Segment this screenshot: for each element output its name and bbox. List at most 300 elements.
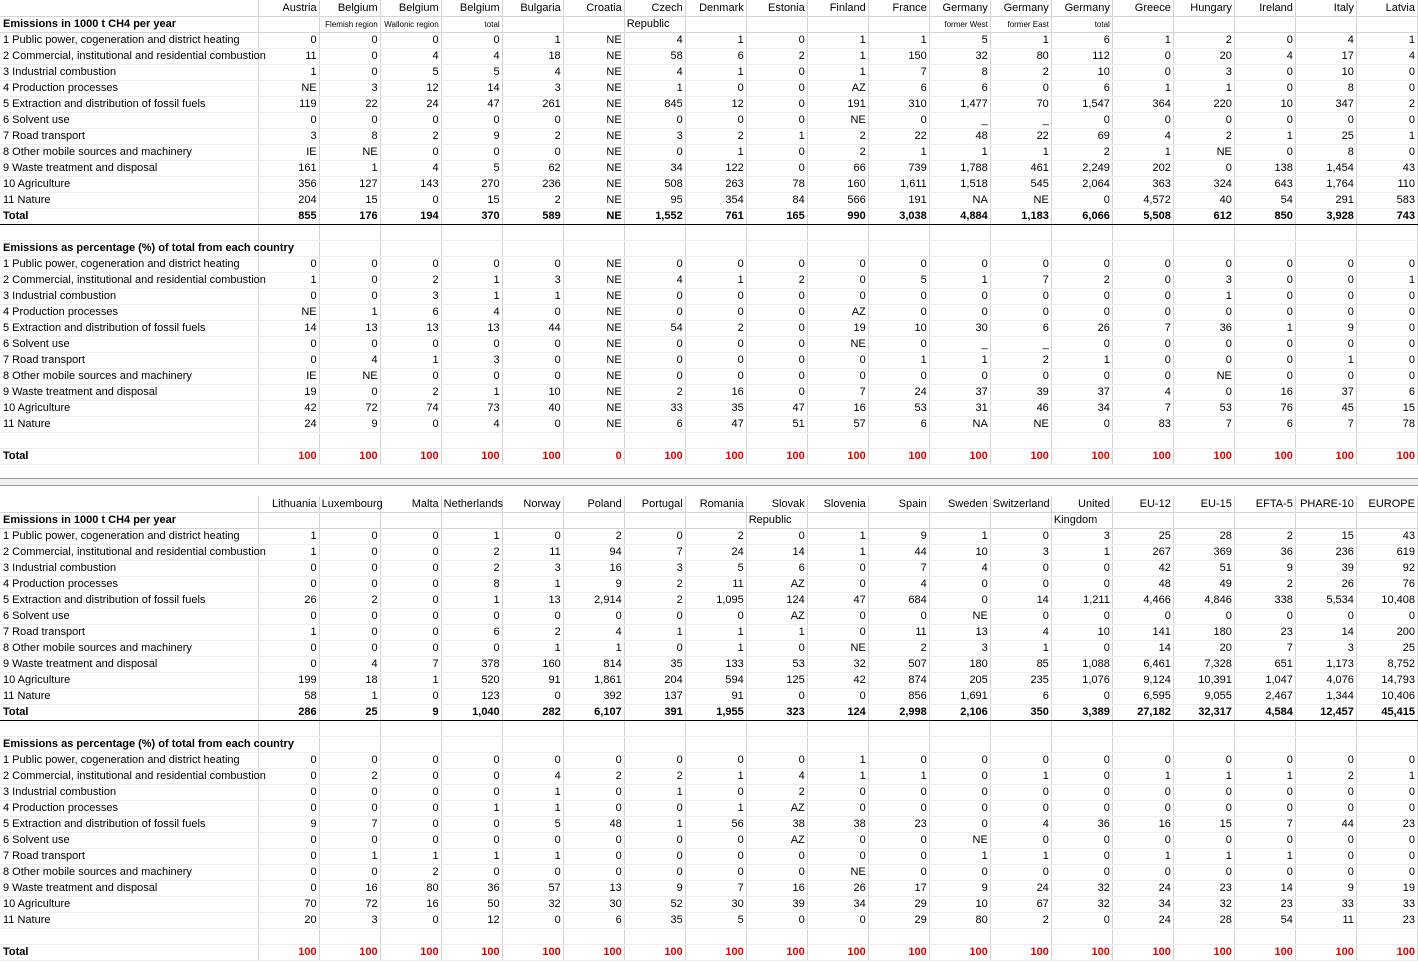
table-row <box>0 592 1418 608</box>
table-cell: NE <box>319 368 380 384</box>
table-cell: 100 <box>380 944 441 960</box>
empty-cell <box>380 240 441 256</box>
table-cell: 2 <box>868 640 929 656</box>
table-cell: 2 <box>380 864 441 880</box>
row-label: 9 Waste treatment and disposal <box>0 160 258 176</box>
table-cell: 743 <box>1356 208 1417 224</box>
table-cell: 7 <box>990 272 1051 288</box>
table-cell: 9 <box>1295 880 1356 896</box>
table-cell: 1 <box>1356 272 1417 288</box>
table-cell: 619 <box>1356 544 1417 560</box>
table-cell: 0 <box>441 32 502 48</box>
percentage-title-row <box>0 736 1418 752</box>
table-cell: NE <box>929 832 990 848</box>
table-cell: 47 <box>807 592 868 608</box>
row-label: 5 Extraction and distribution of fossil fuels <box>0 592 258 608</box>
empty-cell <box>1356 240 1417 256</box>
table-cell: 10,408 <box>1356 592 1417 608</box>
empty-cell <box>441 240 502 256</box>
table-cell: 143 <box>380 176 441 192</box>
table-cell: 7 <box>685 880 746 896</box>
table-cell: 100 <box>319 944 380 960</box>
empty-cell <box>319 432 380 448</box>
table-cell: 0 <box>1051 864 1112 880</box>
table-cell: 0 <box>1173 864 1234 880</box>
table-row <box>0 784 1418 800</box>
table-cell: 16 <box>380 896 441 912</box>
column-header-subregion <box>1295 16 1356 32</box>
table-cell: 57 <box>807 416 868 432</box>
table-cell: 4 <box>441 48 502 64</box>
table-cell: 100 <box>563 944 624 960</box>
table-cell: 874 <box>868 672 929 688</box>
table-cell: 6 <box>1051 80 1112 96</box>
empty-cell <box>441 736 502 752</box>
table-cell: 160 <box>807 176 868 192</box>
empty-cell <box>380 224 441 240</box>
table-cell: 0 <box>868 864 929 880</box>
table-cell: 1 <box>868 352 929 368</box>
table-cell: 6 <box>685 48 746 64</box>
table-cell: 0 <box>502 912 563 928</box>
table-cell: 1 <box>1051 352 1112 368</box>
empty-cell <box>685 240 746 256</box>
column-header-subregion <box>868 16 929 32</box>
table-cell: 180 <box>929 656 990 672</box>
table-cell: 1 <box>1112 32 1173 48</box>
table-cell: 0 <box>319 752 380 768</box>
row-label: Total <box>0 944 258 960</box>
row-label: 9 Waste treatment and disposal <box>0 384 258 400</box>
table-cell: 0 <box>380 752 441 768</box>
table-cell: 36 <box>1234 544 1295 560</box>
table-cell: 350 <box>990 704 1051 720</box>
table-cell: 100 <box>1051 944 1112 960</box>
table-cell: 0 <box>1173 384 1234 400</box>
table-cell: 6 <box>624 416 685 432</box>
table-cell: 0 <box>319 48 380 64</box>
table-cell: 5 <box>929 32 990 48</box>
table-cell: 0 <box>990 528 1051 544</box>
table-cell: 1 <box>990 32 1051 48</box>
table-cell: 4,846 <box>1173 592 1234 608</box>
column-header-country: Netherlands <box>441 496 502 512</box>
table-cell: NE <box>563 304 624 320</box>
table-cell: 0 <box>1112 784 1173 800</box>
table-cell: 7 <box>380 656 441 672</box>
table-cell: 16 <box>1234 384 1295 400</box>
empty-cell <box>624 224 685 240</box>
empty-cell <box>990 928 1051 944</box>
table-cell: 1 <box>502 640 563 656</box>
table-cell: 0 <box>258 608 319 624</box>
percentage-title-row <box>0 240 1418 256</box>
table-cell: 0 <box>868 800 929 816</box>
table-cell: 14 <box>441 80 502 96</box>
table-cell: 0 <box>929 592 990 608</box>
table-cell: NE <box>563 112 624 128</box>
table-cell: 0 <box>624 752 685 768</box>
table-cell: 0 <box>1051 832 1112 848</box>
table-cell: NE <box>563 32 624 48</box>
table-cell: 141 <box>1112 624 1173 640</box>
table-cell: 0 <box>1295 368 1356 384</box>
table-cell: 36 <box>1173 320 1234 336</box>
empty-cell <box>502 720 563 736</box>
table-cell: 52 <box>624 896 685 912</box>
table-cell: 0 <box>868 304 929 320</box>
table-cell: 34 <box>1051 400 1112 416</box>
table-cell: 1 <box>746 128 807 144</box>
table-cell: 1 <box>1234 848 1295 864</box>
column-header-subregion: total <box>1051 16 1112 32</box>
table-cell: 112 <box>1051 48 1112 64</box>
table-cell: 9 <box>319 416 380 432</box>
column-header-country: Sweden <box>929 496 990 512</box>
empty-cell <box>441 224 502 240</box>
table-cell: 0 <box>685 608 746 624</box>
table-row <box>0 64 1418 80</box>
table-cell: 10 <box>929 544 990 560</box>
table-cell: 0 <box>807 832 868 848</box>
table-cell: 235 <box>990 672 1051 688</box>
table-cell: 9 <box>258 816 319 832</box>
table-cell: 0 <box>1356 752 1417 768</box>
table-cell: 0 <box>380 624 441 640</box>
empty-cell <box>1356 736 1417 752</box>
table-cell: 3 <box>624 560 685 576</box>
row-label: 11 Nature <box>0 912 258 928</box>
empty-cell <box>502 240 563 256</box>
table-cell: 44 <box>1295 816 1356 832</box>
table-cell: 161 <box>258 160 319 176</box>
table-cell: 7 <box>868 560 929 576</box>
empty-cell <box>1051 736 1112 752</box>
sheet-divider <box>0 478 1418 486</box>
empty-cell <box>380 928 441 944</box>
table-cell: 1 <box>685 800 746 816</box>
table-cell: 0 <box>1112 272 1173 288</box>
table-cell: 22 <box>868 128 929 144</box>
table-cell: 0 <box>319 800 380 816</box>
table-cell: 122 <box>685 160 746 176</box>
table-cell: 1,552 <box>624 208 685 224</box>
table-cell: 35 <box>685 400 746 416</box>
table-cell: 1,611 <box>868 176 929 192</box>
table-cell: 0 <box>1112 336 1173 352</box>
column-header-country: Estonia <box>746 0 807 16</box>
table-cell: 0 <box>258 352 319 368</box>
table-cell: 4 <box>624 64 685 80</box>
table-cell: 80 <box>929 912 990 928</box>
table-cell: 0 <box>746 304 807 320</box>
empty-cell <box>1295 432 1356 448</box>
table-cell: 40 <box>502 400 563 416</box>
table-cell: 4 <box>441 304 502 320</box>
table-cell: 2 <box>1173 128 1234 144</box>
table-cell: 2 <box>441 560 502 576</box>
header-corner <box>0 496 258 512</box>
table-cell: 1 <box>807 768 868 784</box>
table-cell: 0 <box>319 336 380 352</box>
table-cell: 1,955 <box>685 704 746 720</box>
table-cell: 100 <box>807 448 868 464</box>
column-header-subregion <box>502 16 563 32</box>
column-header-country: Malta <box>380 496 441 512</box>
table-cell: 291 <box>1295 192 1356 208</box>
table-cell: 100 <box>1295 448 1356 464</box>
column-header-subregion <box>807 16 868 32</box>
table-cell: 78 <box>746 176 807 192</box>
table-cell: 4 <box>1295 32 1356 48</box>
table-cell: 0 <box>1051 416 1112 432</box>
table-cell: 267 <box>1112 544 1173 560</box>
table-cell: 0 <box>929 864 990 880</box>
table-cell: 24 <box>990 880 1051 896</box>
table-cell: 0 <box>441 752 502 768</box>
table-cell: 0 <box>868 832 929 848</box>
table-cell: 100 <box>929 448 990 464</box>
table-cell: 0 <box>1051 768 1112 784</box>
spacer-row <box>0 720 1418 736</box>
table-cell: 100 <box>258 944 319 960</box>
row-label: 11 Nature <box>0 192 258 208</box>
table-cell: 236 <box>502 176 563 192</box>
table-row <box>0 96 1418 112</box>
column-header-subregion: former West <box>929 16 990 32</box>
table-cell: NE <box>990 192 1051 208</box>
table-cell: NE <box>563 160 624 176</box>
table-cell: 2 <box>746 48 807 64</box>
table-cell: 2,467 <box>1234 688 1295 704</box>
empty-cell <box>868 224 929 240</box>
table-cell: 48 <box>1112 576 1173 592</box>
table-cell: 3 <box>990 544 1051 560</box>
column-header-subregion <box>563 16 624 32</box>
table-cell: 23 <box>1356 912 1417 928</box>
empty-cell <box>319 720 380 736</box>
column-header-country: EU-12 <box>1112 496 1173 512</box>
table-cell: 12 <box>380 80 441 96</box>
table-cell: 0 <box>929 304 990 320</box>
table-cell: 124 <box>746 592 807 608</box>
table-cell: 100 <box>1295 944 1356 960</box>
table-cell: 1,861 <box>563 672 624 688</box>
table-row <box>0 544 1418 560</box>
table-cell: 23 <box>1234 896 1295 912</box>
table-cell: IE <box>258 144 319 160</box>
table-cell: 2 <box>1051 144 1112 160</box>
table-cell: 0 <box>624 832 685 848</box>
column-header-subregion <box>990 512 1051 528</box>
table-cell: 2 <box>1051 272 1112 288</box>
table-row <box>0 368 1418 384</box>
table-cell: 0 <box>868 752 929 768</box>
table-cell: 354 <box>685 192 746 208</box>
table-cell: 12 <box>441 912 502 928</box>
column-header-subregion <box>258 16 319 32</box>
table-row <box>0 304 1418 320</box>
table-cell: 46 <box>990 400 1051 416</box>
table-cell: 4 <box>319 656 380 672</box>
table-cell: 0 <box>1234 64 1295 80</box>
table-cell: 0 <box>258 640 319 656</box>
table-cell: 0 <box>685 256 746 272</box>
table-cell: 4 <box>380 48 441 64</box>
column-header-country: Spain <box>868 496 929 512</box>
table-row <box>0 352 1418 368</box>
table-cell: 2,914 <box>563 592 624 608</box>
empty-cell <box>502 432 563 448</box>
table-cell: 0 <box>502 832 563 848</box>
table-cell: 1 <box>380 848 441 864</box>
table-cell: 123 <box>441 688 502 704</box>
table-cell: 0 <box>258 752 319 768</box>
table-cell: 100 <box>1234 448 1295 464</box>
table-cell: 53 <box>868 400 929 416</box>
empty-cell <box>502 928 563 944</box>
row-label: 10 Agriculture <box>0 672 258 688</box>
table-cell: 1 <box>807 32 868 48</box>
table-cell: 1 <box>1112 144 1173 160</box>
table-cell: NE <box>563 352 624 368</box>
table-cell: 4,884 <box>929 208 990 224</box>
table-cell: 47 <box>685 416 746 432</box>
table-cell: 0 <box>380 608 441 624</box>
table-cell: 0 <box>563 784 624 800</box>
table-cell: 3,038 <box>868 208 929 224</box>
table-cell: 3 <box>258 128 319 144</box>
table-cell: 0 <box>685 112 746 128</box>
table-cell: 0 <box>929 752 990 768</box>
table-cell: 0 <box>1356 336 1417 352</box>
table-cell: 73 <box>441 400 502 416</box>
table-cell: 0 <box>1295 752 1356 768</box>
table-cell: 2 <box>502 624 563 640</box>
table-cell: 9 <box>624 880 685 896</box>
table-cell: 1 <box>502 288 563 304</box>
table-cell: 1 <box>258 624 319 640</box>
table-cell: 1,547 <box>1051 96 1112 112</box>
table-cell: 70 <box>258 896 319 912</box>
table-cell: 100 <box>502 448 563 464</box>
row-label: 4 Production processes <box>0 576 258 592</box>
table-cell: 76 <box>1356 576 1417 592</box>
table-cell: 37 <box>1295 384 1356 400</box>
table-row <box>0 768 1418 784</box>
table-cell: 7 <box>807 384 868 400</box>
table-cell: NE <box>929 608 990 624</box>
empty-cell <box>1112 432 1173 448</box>
table-cell: 34 <box>807 896 868 912</box>
empty-cell <box>258 928 319 944</box>
table-cell: 51 <box>1173 560 1234 576</box>
column-header-subregion <box>685 16 746 32</box>
table-cell: 24 <box>1112 912 1173 928</box>
empty-cell <box>319 240 380 256</box>
column-header-country: France <box>868 0 929 16</box>
table-cell: 2 <box>563 528 624 544</box>
table-cell: 0 <box>1234 336 1295 352</box>
table-cell: 0 <box>1112 304 1173 320</box>
table-cell: 6,066 <box>1051 208 1112 224</box>
table-cell: 0 <box>746 64 807 80</box>
table-cell: 1 <box>624 784 685 800</box>
row-label: 7 Road transport <box>0 624 258 640</box>
table-cell: 11 <box>868 624 929 640</box>
empty-cell <box>868 432 929 448</box>
table-cell: 0 <box>1051 608 1112 624</box>
table-row <box>0 192 1418 208</box>
table-cell: 1 <box>441 288 502 304</box>
table-cell: 9 <box>868 528 929 544</box>
table-cell: 0 <box>258 288 319 304</box>
table-cell: 1,788 <box>929 160 990 176</box>
table-cell: 0 <box>1356 256 1417 272</box>
table-cell: 0 <box>746 912 807 928</box>
column-header-country: Croatia <box>563 0 624 16</box>
table-cell: 0 <box>990 80 1051 96</box>
table-cell: 8 <box>319 128 380 144</box>
empty-cell <box>807 928 868 944</box>
table-cell: 4 <box>624 32 685 48</box>
table-cell: 0 <box>1173 160 1234 176</box>
table-cell: 50 <box>441 896 502 912</box>
table-cell: _ <box>990 336 1051 352</box>
empty-cell <box>1234 432 1295 448</box>
column-header-subregion <box>1234 16 1295 32</box>
table-cell: 47 <box>746 400 807 416</box>
table-row <box>0 624 1418 640</box>
table-cell: 10 <box>502 384 563 400</box>
table-cell: 1,344 <box>1295 688 1356 704</box>
table-cell: 1 <box>685 768 746 784</box>
table-cell: 263 <box>685 176 746 192</box>
row-label: 11 Nature <box>0 688 258 704</box>
row-label: 1 Public power, cogeneration and district heating <box>0 32 258 48</box>
table-cell: AZ <box>807 80 868 96</box>
table-cell: 0 <box>746 320 807 336</box>
row-label: 3 Industrial combustion <box>0 784 258 800</box>
table-cell: 0 <box>1112 64 1173 80</box>
table-cell: 20 <box>1173 48 1234 64</box>
table-cell: 324 <box>1173 176 1234 192</box>
spacer-row <box>0 224 1418 240</box>
table-cell: 0 <box>258 768 319 784</box>
table-cell: NE <box>807 864 868 880</box>
table-cell: 850 <box>1234 208 1295 224</box>
table-cell: 1 <box>319 304 380 320</box>
table-cell: 67 <box>990 896 1051 912</box>
table-cell: 1 <box>1295 352 1356 368</box>
empty-cell <box>868 736 929 752</box>
table-cell: 100 <box>990 944 1051 960</box>
empty-cell <box>746 736 807 752</box>
empty-cell <box>929 224 990 240</box>
table-cell: 100 <box>258 448 319 464</box>
table-cell: 0 <box>807 272 868 288</box>
table-cell: 0 <box>1173 832 1234 848</box>
table-row <box>0 832 1418 848</box>
table-cell: 0 <box>380 784 441 800</box>
table-cell: 165 <box>746 208 807 224</box>
table-cell: 0 <box>1112 256 1173 272</box>
header-row-sub <box>0 16 1418 32</box>
table-cell: 0 <box>441 864 502 880</box>
table-cell: 54 <box>1234 912 1295 928</box>
column-header-country: Germany <box>990 0 1051 16</box>
table-cell: 3 <box>929 640 990 656</box>
